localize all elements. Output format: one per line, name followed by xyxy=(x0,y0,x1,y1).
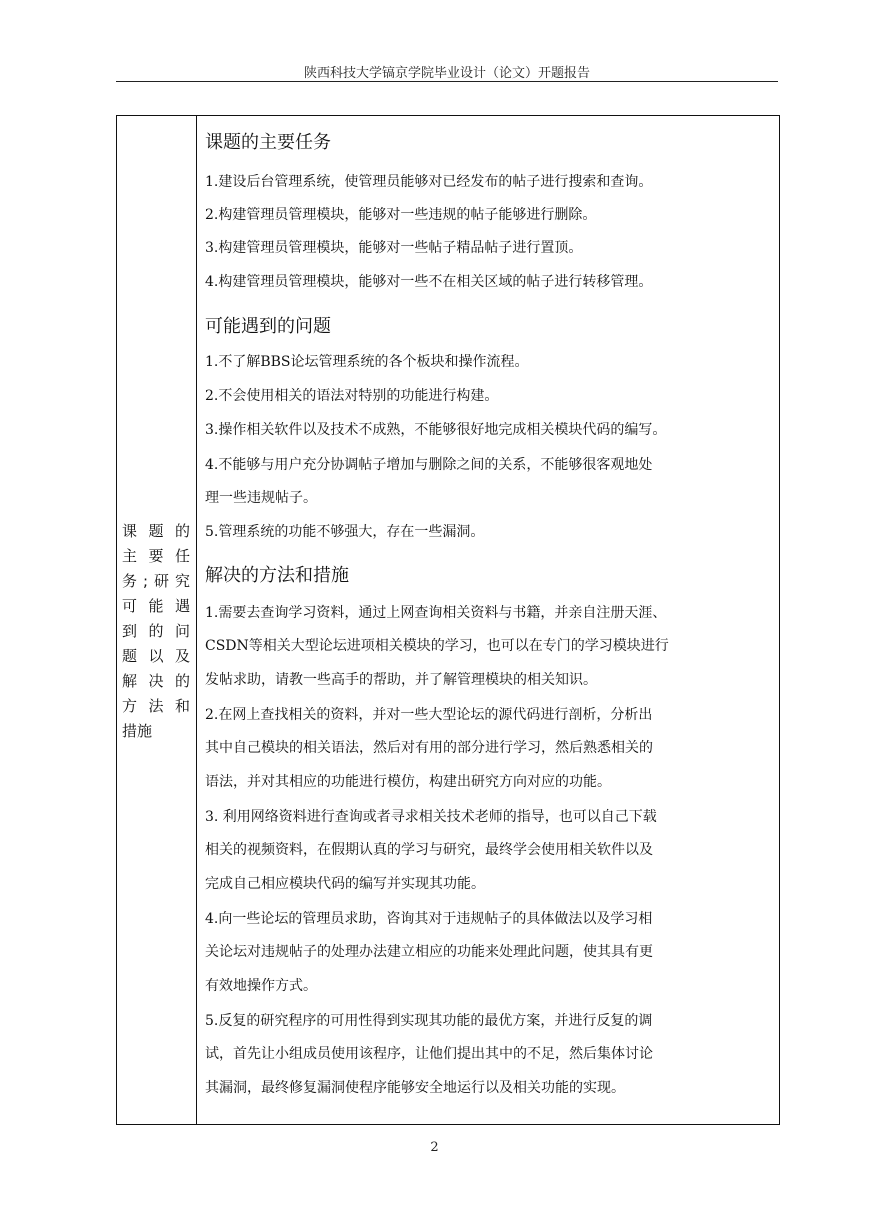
problem-line: 2.不会使用相关的语法对特别的功能进行构建。 xyxy=(205,388,499,404)
row-label-line: 到 的 问 xyxy=(122,622,190,640)
row-label-line: 措施 xyxy=(122,722,153,740)
row-label-line: 解 决 的 xyxy=(122,672,190,690)
solution-line: 5.反复的研究程序的可用性得到实现其功能的最优方案，并进行反复的调 xyxy=(205,1013,653,1029)
running-header: 陕西科技大学镐京学院毕业设计（论文）开题报告 xyxy=(303,66,590,81)
task-item: 1.建设后台管理系统，使管理员能够对已经发布的帖子进行搜索和查询。 xyxy=(205,174,653,190)
solution-line: 有效地操作方式。 xyxy=(205,978,317,994)
solution-line: 1.需要去查询学习资料，通过上网查询相关资料与书籍，并亲自注册天涯、 xyxy=(205,605,667,621)
row-label-cell xyxy=(117,116,197,1124)
proposal-table xyxy=(116,115,780,1125)
solution-line: 发帖求助，请教一些高手的帮助，并了解管理模块的相关知识。 xyxy=(205,672,597,688)
solution-line: 语法，并对其相应的功能进行模仿，构建出研究方向对应的功能。 xyxy=(205,774,611,790)
problems-heading: 可能遇到的问题 xyxy=(205,316,331,337)
row-label xyxy=(117,519,195,744)
solution-line: 2.在网上查找相关的资料，并对一些大型论坛的源代码进行剖析，分析出 xyxy=(205,707,653,723)
task-item: 3.构建管理员管理模块，能够对一些帖子精品帖子进行置顶。 xyxy=(205,240,583,256)
solution-line: 其中自己模块的相关语法，然后对有用的部分进行学习，然后熟悉相关的 xyxy=(205,740,653,756)
solution-line: 关论坛对违规帖子的处理办法建立相应的功能来处理此问题，使其具有更 xyxy=(205,944,653,960)
problem-line: 理一些违规帖子。 xyxy=(205,490,317,506)
solution-line: 完成自己相应模块代码的编写并实现其功能。 xyxy=(205,876,485,892)
problem-line: 4.不能够与用户充分协调帖子增加与删除之间的关系，不能够很客观地处 xyxy=(205,457,653,473)
problem-line: 5.管理系统的功能不够强大，存在一些漏洞。 xyxy=(205,524,485,540)
row-label-line: 主 要 任 xyxy=(122,547,190,565)
solution-line: 其漏洞，最终修复漏洞使程序能够安全地运行以及相关功能的实现。 xyxy=(205,1080,625,1096)
solutions-heading: 解决的方法和措施 xyxy=(205,565,349,586)
solution-line: 相关的视频资料，在假期认真的学习与研究，最终学会使用相关软件以及 xyxy=(205,842,653,858)
tasks-heading: 课题的主要任务 xyxy=(205,132,331,153)
solution-line: CSDN等相关大型论坛进项相关模块的学习，也可以在专门的学习模块进行 xyxy=(205,638,669,654)
header-rule xyxy=(116,81,778,82)
row-label-line: 课 题 的 xyxy=(122,522,190,540)
row-label-line: 务;研究 xyxy=(122,572,190,590)
task-item: 4.构建管理员管理模块，能够对一些不在相关区域的帖子进行转移管理。 xyxy=(205,274,653,290)
row-label-line: 方 法 和 xyxy=(122,697,190,715)
problem-line: 1.不了解BBS论坛管理系统的各个板块和操作流程。 xyxy=(205,354,529,370)
problem-line: 3.操作相关软件以及技术不成熟，不能够很好地完成相关模块代码的编写。 xyxy=(205,422,667,438)
solution-line: 试，首先让小组成员使用该程序，让他们提出其中的不足，然后集体讨论 xyxy=(205,1046,653,1062)
task-item: 2.构建管理员管理模块，能够对一些违规的帖子能够进行删除。 xyxy=(205,207,597,223)
page-number: 2 xyxy=(430,1140,439,1155)
row-label-line: 可 能 遇 xyxy=(122,597,190,615)
solution-line: 4.向一些论坛的管理员求助，咨询其对于违规帖子的具体做法以及学习相 xyxy=(205,911,653,927)
solution-line: 3. 利用网络资料进行查询或者寻求相关技术老师的指导，也可以自己下载 xyxy=(205,809,657,825)
row-label-line: 题 以 及 xyxy=(122,647,190,665)
